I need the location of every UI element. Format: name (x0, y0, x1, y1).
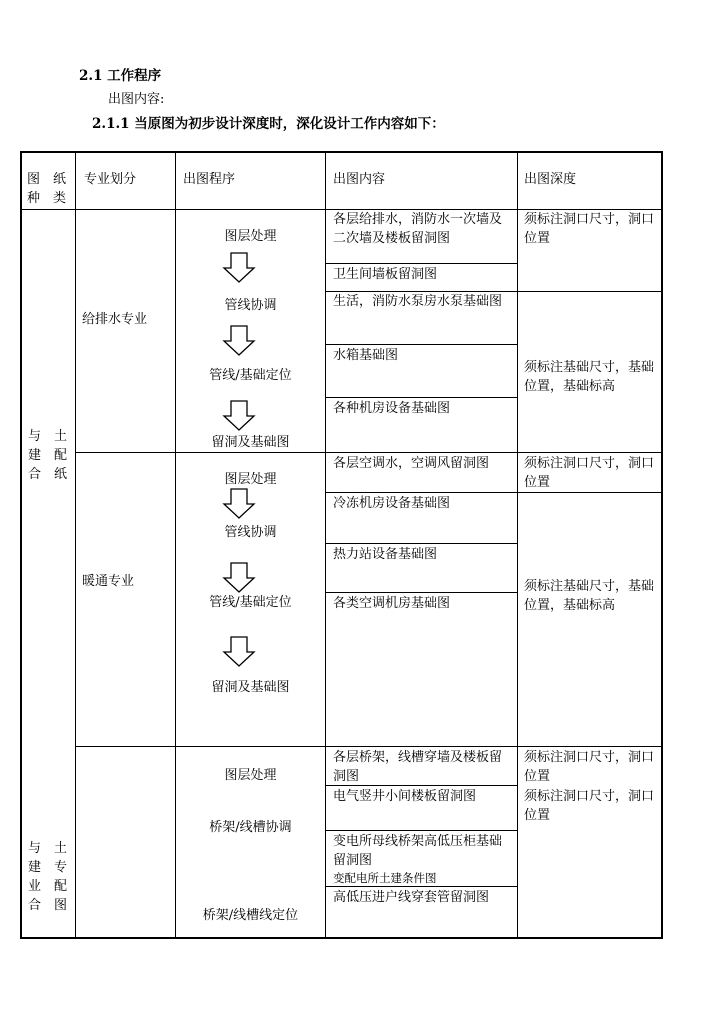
table-hline (325, 830, 517, 831)
ws-depth: 须标注洞口尺寸，洞口位置 (524, 212, 655, 246)
hvac-content: 各类空调机房基础图 (333, 596, 451, 611)
table-hline (325, 344, 517, 345)
ws-content: 各层给排水，消防水一次墙及二次墙及楼板留洞图 (333, 212, 503, 246)
ws-content: 各种机房设备基础图 (333, 401, 451, 416)
down-arrow-icon (222, 325, 256, 357)
elec-content: 电气竖井小间楼板留洞图 (333, 789, 477, 804)
category-coordination: 与 土 建 配 合 纸 (28, 429, 68, 482)
ws-content: 生活，消防水泵房水泵基础图 (333, 294, 503, 309)
hvac-depth: 须标注洞口尺寸，洞口位置 (524, 456, 655, 490)
elec-content: 变电所母线桥架高低压柜基础留洞图 (333, 834, 503, 868)
table-hline (325, 543, 517, 544)
table-hline (325, 592, 517, 593)
section-heading: 2.1 工作程序 (79, 68, 162, 84)
ws-depth: 须标注基础尺寸，基础位置，基础标高 (524, 360, 655, 394)
table-vline (517, 152, 518, 938)
elec-content: 高低压进户线穿套管留洞图 (333, 890, 490, 905)
discipline-hvac: 暖通专业 (82, 574, 135, 589)
header-content: 出图内容 (333, 172, 386, 187)
header-category: 图 纸 种 类 (27, 172, 67, 206)
hvac-step: 图层处理 (224, 472, 277, 487)
table-hline (325, 886, 517, 887)
ws-step: 管线/基础定位 (209, 368, 292, 383)
table-vline (75, 152, 76, 938)
header-procedure: 出图程序 (183, 172, 236, 187)
elec-depth: 须标注洞口尺寸，洞口位置 (524, 750, 655, 784)
table-hline (325, 263, 517, 264)
ws-content: 水箱基础图 (333, 348, 399, 363)
elec-step: 桥架/线槽协调 (209, 820, 292, 835)
hvac-depth: 须标注基础尺寸，基础位置，基础标高 (524, 579, 655, 613)
section-subheading: 2.1.1 当原图为初步设计深度时，深化设计工作内容如下： (92, 116, 445, 132)
hvac-step: 管线协调 (224, 525, 277, 540)
header-discipline: 专业划分 (84, 172, 137, 187)
down-arrow-icon (222, 400, 256, 432)
ws-step: 留洞及基础图 (211, 435, 290, 450)
hvac-content: 热力站设备基础图 (333, 547, 438, 562)
discipline-water: 给排水专业 (82, 312, 148, 327)
hvac-step: 管线/基础定位 (209, 595, 292, 610)
table-hline (325, 492, 662, 493)
ws-content: 卫生间墙板留洞图 (333, 267, 438, 282)
elec-content-note: 变配电所土建条件图 (333, 871, 437, 885)
down-arrow-icon (222, 636, 256, 668)
elec-step: 桥架/线槽线定位 (202, 908, 299, 923)
hvac-content: 冷冻机房设备基础图 (333, 496, 451, 511)
section-subline: 出图内容: (108, 92, 165, 107)
table-vline (325, 152, 326, 938)
table-hline (325, 397, 517, 398)
table-hline (75, 452, 662, 453)
ws-step: 图层处理 (224, 229, 277, 244)
down-arrow-icon (222, 252, 256, 284)
elec-content: 各层桥架，线槽穿墙及楼板留洞图 (333, 750, 503, 784)
category-cooperation: 与 土 建 专 业 配 合 图 (28, 841, 68, 913)
down-arrow-icon (222, 488, 256, 520)
table-hline (75, 746, 662, 747)
down-arrow-icon (222, 562, 256, 594)
elec-step: 图层处理 (224, 768, 277, 783)
hvac-step: 留洞及基础图 (211, 680, 290, 695)
header-depth: 出图深度 (524, 172, 577, 187)
ws-step: 管线协调 (224, 298, 277, 313)
elec-depth: 须标注洞口尺寸，洞口位置 (524, 789, 655, 823)
hvac-content: 各层空调水，空调风留洞图 (333, 456, 490, 471)
